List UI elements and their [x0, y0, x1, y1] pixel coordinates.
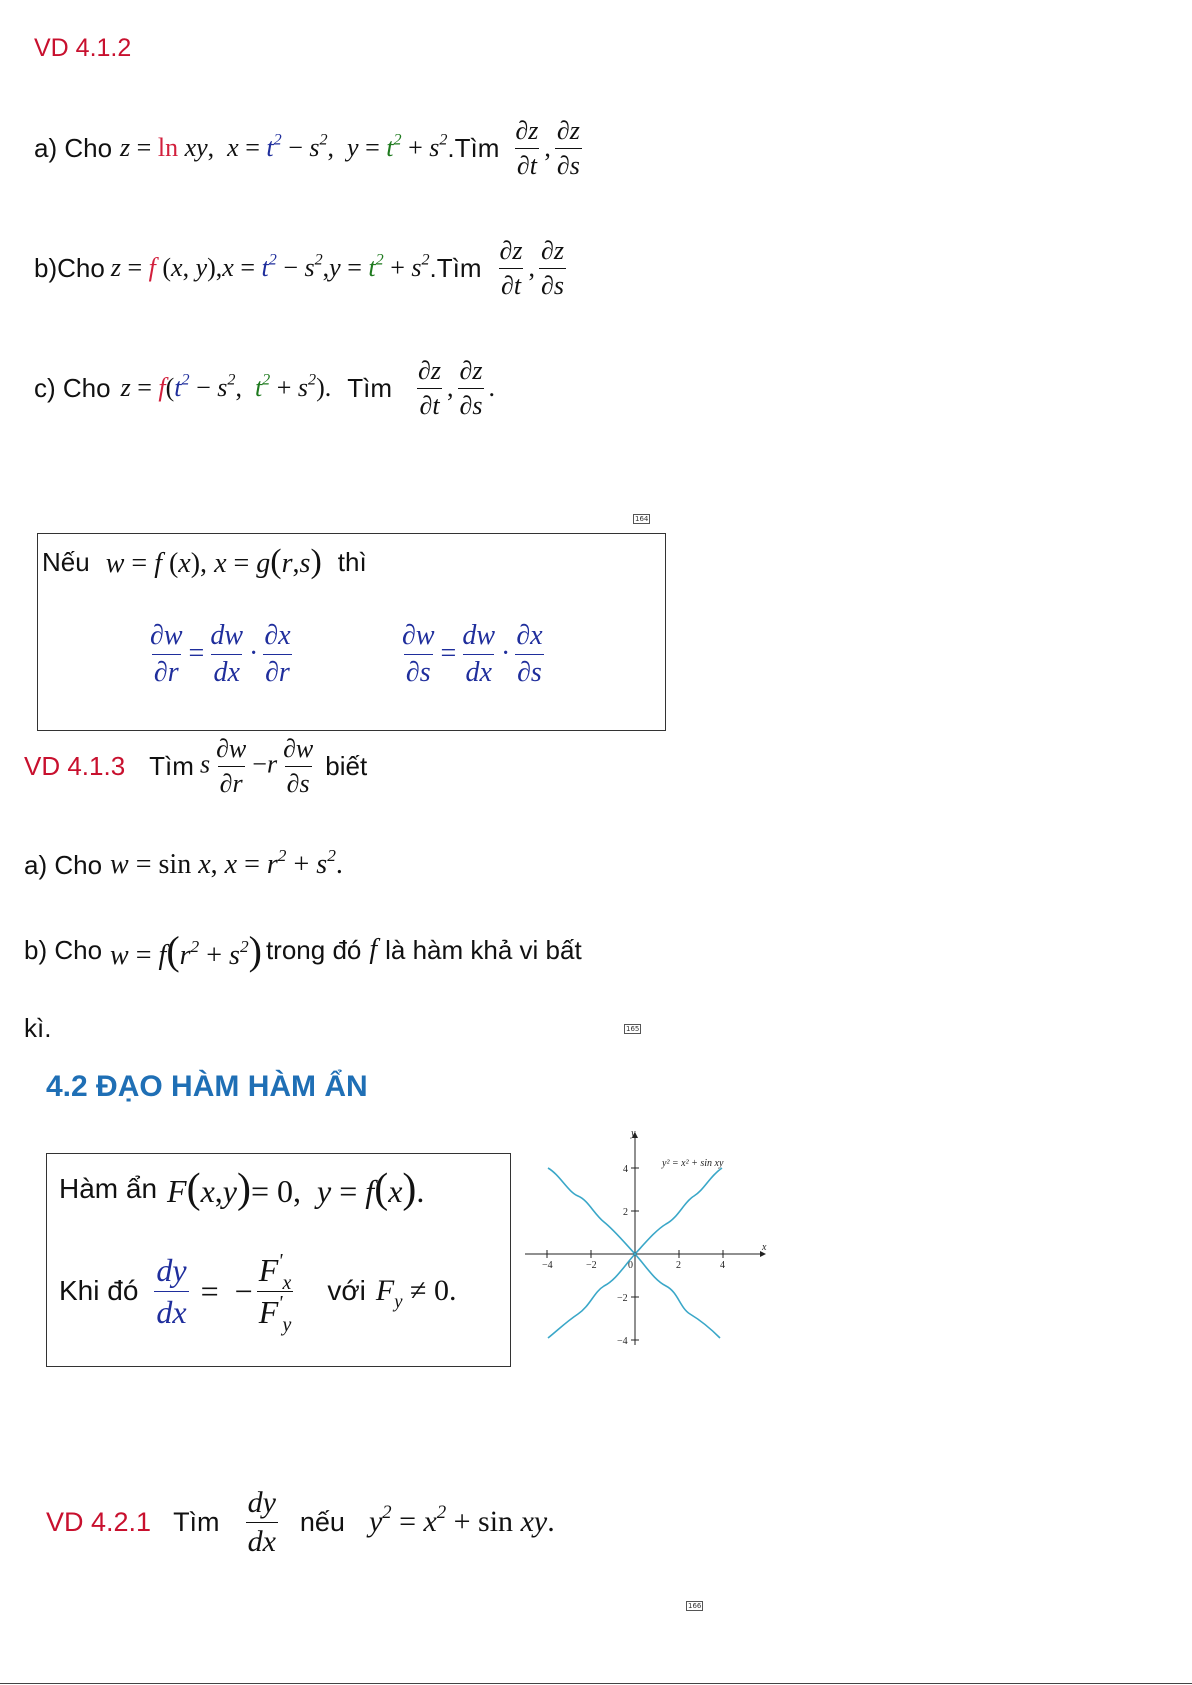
- part-b-formula: z = f (x, $y),x = t^2 - s^2,y = t^2 + s^2$: [110, 251, 430, 282]
- part-a-find: .Tìm: [447, 132, 500, 163]
- example-4-1-2-part-c: c) Cho $z = f(t^2 - s^2$, $t^2 + s^2$). Tìm $\frac{\partial z}{\partial t}$ , $\frac{\partial z}{\partial s}$ .: [34, 355, 495, 420]
- x-tick-4: 4: [720, 1260, 725, 1271]
- y-tick-2: 2: [623, 1207, 628, 1218]
- x-tick-2: 2: [676, 1260, 681, 1271]
- example-4-2-1-derivative: $\frac{dy}{dx}$: [247, 1485, 276, 1558]
- example-4-2-1-equation: $y^2 = x^2 + \sin$ xy.: [368, 1501, 555, 1538]
- part-b-find: .Tìm: [429, 252, 482, 283]
- with-label: với: [327, 1275, 366, 1306]
- implicit-derivative-formula-line: [59, 1236, 456, 1346]
- part-b-formula-413: $w = f(r^2 + s^2)$: [110, 927, 262, 973]
- part-b-prefix: b)Cho: [34, 252, 105, 283]
- x-tick-0: 0: [628, 1260, 633, 1271]
- x-axis-label: x: [762, 1242, 767, 1253]
- y-tick-neg2: −2: [617, 1293, 628, 1304]
- example-4-1-3-part-a: [24, 845, 343, 885]
- example-4-2-1: [46, 1482, 555, 1562]
- example-4-1-2-title: VD 4.1.2: [34, 34, 132, 62]
- example-4-1-2-part-b: b)Cho z = f (x, $y),x = t^2 - s^2,y = t^2 + s^2$ .Tìm $\frac{\partial z}{\partial t}$ , $\frac{\partial z}{\partial s}$: [34, 235, 564, 300]
- implicit-derivative-box: [46, 1153, 511, 1367]
- then-label-implicit: Khi đó: [59, 1275, 139, 1306]
- dz-dt-fraction-c: $\frac{\partial z}{\partial t}$: [418, 355, 441, 420]
- y-tick-4: 4: [623, 1164, 628, 1175]
- dz-dt-fraction-b: $\frac{\partial z}{\partial t}$: [499, 235, 523, 300]
- example-4-1-3-title: VD 4.1.3: [24, 750, 126, 781]
- then-label: thì: [337, 546, 367, 577]
- example-4-1-3-expression: s $\frac{\partial w}{\partial r}$ −r $\frac{\partial w}{\partial s}$: [199, 733, 314, 798]
- chain-rule-box: [37, 533, 666, 731]
- part-a-prefix-413: a) Cho: [24, 849, 103, 880]
- part-a-formula-413: w = sin x, $x = r^2 + s^2$.: [110, 845, 343, 880]
- dz-ds-fraction-c: $\frac{\partial z}{\partial s}$: [459, 355, 483, 420]
- part-c-prefix: c) Cho: [34, 372, 111, 403]
- page-mark-165: 165: [626, 1025, 640, 1033]
- implicit-function-definition: [59, 1164, 424, 1214]
- example-4-2-1-if: nếu: [299, 1506, 345, 1537]
- example-4-1-3-given: biết: [325, 750, 368, 781]
- part-c-formula: $z = f(t^2 - s^2$, $t^2 + s^2$).: [120, 371, 332, 402]
- part-a-prefix: a) Cho: [34, 132, 113, 163]
- part-a-formula: z = ln xy, $x = t^2 - s^2$, $y = t^2 + s^2$: [120, 131, 448, 162]
- y-axis-label: y: [631, 1130, 636, 1139]
- chain-rule-definition: w = f (x), x = g(r,s): [105, 543, 322, 580]
- chain-rule-s-formula: $\frac{\partial w}{\partial s}$ = $\frac{dw}{dx}$ · $\frac{\partial x}{\partial s}$: [402, 619, 543, 688]
- graph-equation-label: y² = x² + sin xy: [662, 1158, 724, 1169]
- example-4-2-1-find: Tìm: [173, 1506, 220, 1537]
- part-c-find: Tìm: [347, 372, 393, 403]
- example-4-1-3-part-b: [24, 926, 582, 974]
- dz-dt-fraction: $\frac{\partial z}{\partial t}$: [515, 115, 539, 180]
- nonzero-condition: $F_y \ne 0$.: [375, 1274, 457, 1313]
- page-mark-166: 166: [688, 1602, 702, 1610]
- if-label: Nếu: [42, 546, 90, 577]
- y-tick-neg4: −4: [617, 1336, 628, 1347]
- part-b-where: trong đó: [265, 934, 362, 965]
- example-4-1-3-find: Tìm: [149, 750, 194, 781]
- example-4-1-3-header: [24, 728, 367, 804]
- implicit-function-label: Hàm ẩn: [59, 1173, 158, 1204]
- part-b-function-f: f: [369, 934, 378, 965]
- chain-rule-r-formula: $\frac{\partial w}{\partial r}$ = $\frac{dw}{dx}$ · $\frac{\partial x}{\partial r}$: [150, 619, 291, 688]
- part-b-description: là hàm khả vi bất: [385, 934, 582, 965]
- x-tick-neg4: −4: [542, 1260, 553, 1271]
- implicit-derivative-formula: $\frac{dy}{dx}$ = − $\frac{F'_x}{F'_y}$: [156, 1249, 292, 1336]
- part-b-continuation: kì.: [24, 1013, 52, 1043]
- part-b-prefix-413: b) Cho: [24, 934, 103, 965]
- dz-ds-fraction: $\frac{\partial z}{\partial s}$: [556, 115, 580, 180]
- x-tick-neg2: −2: [586, 1260, 597, 1271]
- example-4-2-1-title: VD 4.2.1: [46, 1506, 152, 1537]
- page-bottom-rule: [0, 1683, 1192, 1684]
- page-mark-164: 164: [635, 515, 649, 523]
- section-heading: 4.2 ĐẠO HÀM HÀM ẨN: [46, 1070, 368, 1103]
- curve-branch-descending: [548, 1168, 720, 1338]
- chain-rule-premise: [42, 542, 367, 582]
- example-4-1-2-part-a: a) Cho z = ln xy, $x = t^2 - s^2$, $y = t^2 + s^2$ .Tìm $\frac{\partial z}{\partial t}$ , $\frac{\partial z}{\partial s}$: [34, 115, 580, 180]
- dz-ds-fraction-b: $\frac{\partial z}{\partial s}$: [541, 235, 564, 300]
- implicit-curve-graph: [520, 1130, 770, 1355]
- implicit-function-formula: F(x,y)= 0, y = f(x).: [167, 1166, 425, 1212]
